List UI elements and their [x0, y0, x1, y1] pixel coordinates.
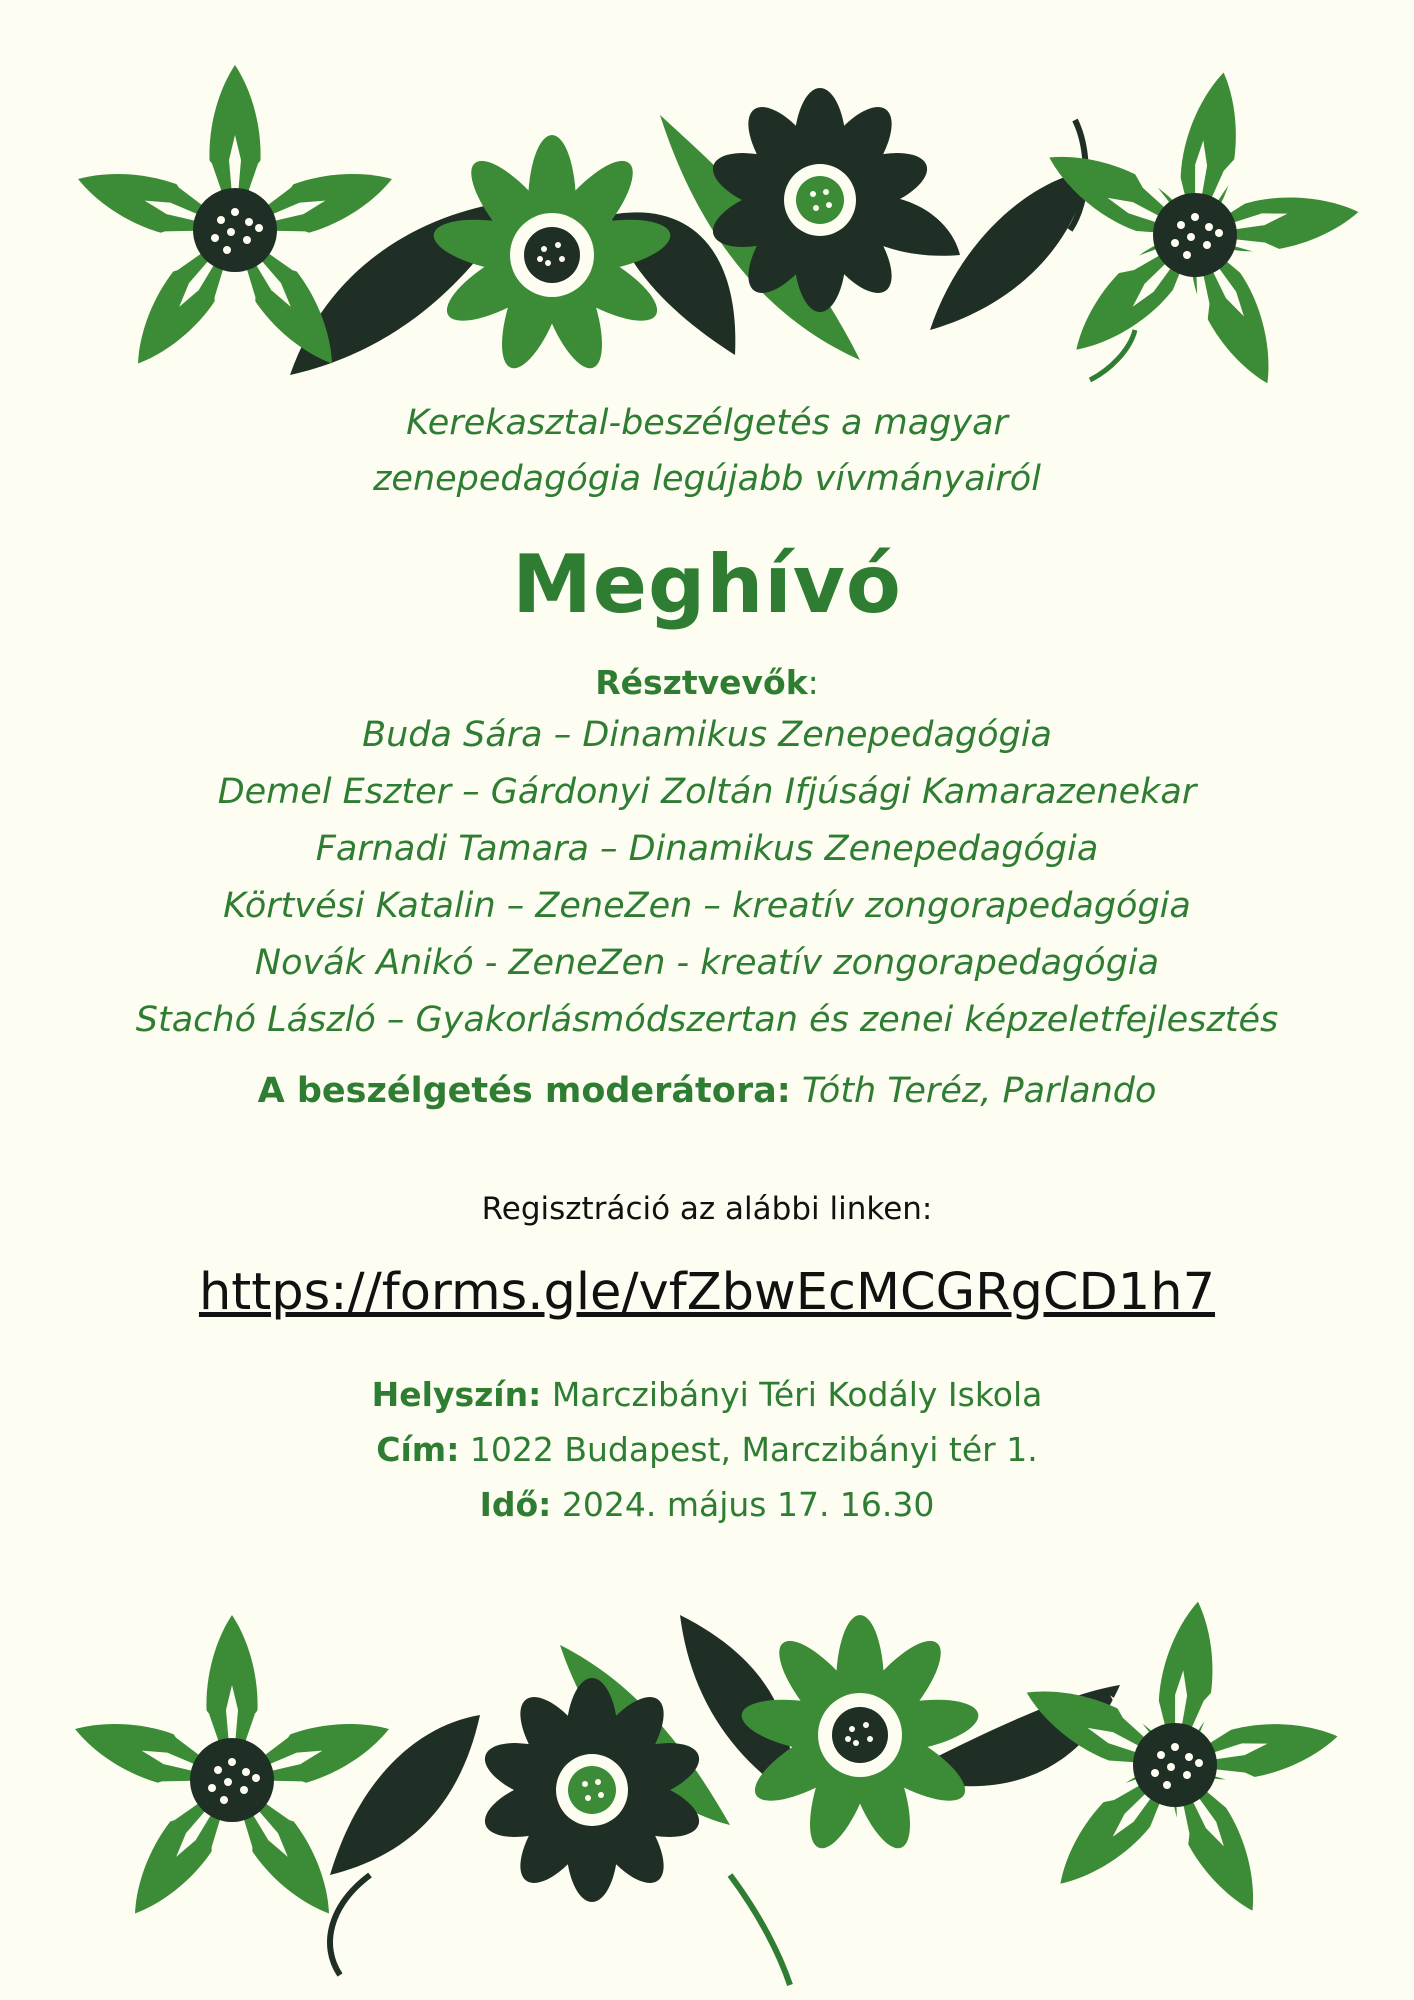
- list-item: Stachó László – Gyakorlásmódszertan és zenei képzeletfejlesztés: [135, 1000, 1279, 1040]
- time-line: [0, 1477, 1414, 1532]
- address-label: Cím:: [376, 1430, 460, 1469]
- list-item: Körtvési Katalin – ZeneZen – kreatív zongorapedagógia: [223, 886, 1191, 926]
- address-value: 1022 Budapest, Marczibányi tér 1.: [469, 1430, 1038, 1469]
- registration-link[interactable]: https://forms.gle/vfZbwEcMCGRgCD1h7: [198, 1263, 1216, 1322]
- moderator-label: A beszélgetés moderátora:: [257, 1071, 791, 1111]
- list-item: Demel Eszter – Gárdonyi Zoltán Ifjúsági Kamarazenekar: [217, 772, 1197, 812]
- participants-heading: [0, 659, 1414, 707]
- floral-garland-bottom: [0, 1575, 1414, 2000]
- flower-icon: [1015, 1598, 1341, 1923]
- list-item: Novák Anikó - ZeneZen - kreatív zongorapedagógia: [254, 943, 1160, 983]
- event-subtitle-line-1: Kerekasztal-beszélgetés a magyar: [406, 403, 1008, 443]
- event-subtitle-line-2: zenepedagógia legújabb vívmányairól: [373, 459, 1041, 499]
- leaf-icon: [330, 1615, 1120, 1985]
- time-value: 2024. május 17. 16.30: [561, 1485, 935, 1524]
- participants-list: [0, 707, 1414, 1049]
- leaf-icon: [290, 115, 1135, 380]
- location-label: Helyszín:: [371, 1375, 542, 1414]
- moderator-value: Tóth Teréz, Parlando: [801, 1071, 1157, 1111]
- moderator-line: [0, 1063, 1414, 1119]
- flower-icon: [67, 1615, 397, 1929]
- participants-colon: :: [807, 663, 819, 702]
- flower-icon: [738, 1615, 983, 1856]
- page-title: Meghívó: [512, 538, 902, 631]
- participants-label: Résztvevők: [595, 663, 808, 702]
- list-item: Buda Sára – Dinamikus Zenepedagógia: [362, 715, 1052, 755]
- invitation-content: [0, 395, 1414, 1532]
- location-line: [0, 1367, 1414, 1422]
- flower-icon: [430, 135, 675, 376]
- flower-icon: [1037, 68, 1362, 394]
- location-value: Marczibányi Téri Kodály Iskola: [551, 1375, 1043, 1414]
- registration-label: Regisztráció az alábbi linken:: [481, 1191, 933, 1227]
- time-label: Idő:: [479, 1485, 552, 1524]
- list-item: Farnadi Tamara – Dinamikus Zenepedagógia: [315, 829, 1099, 869]
- address-line: [0, 1422, 1414, 1477]
- floral-garland-top: [0, 0, 1414, 420]
